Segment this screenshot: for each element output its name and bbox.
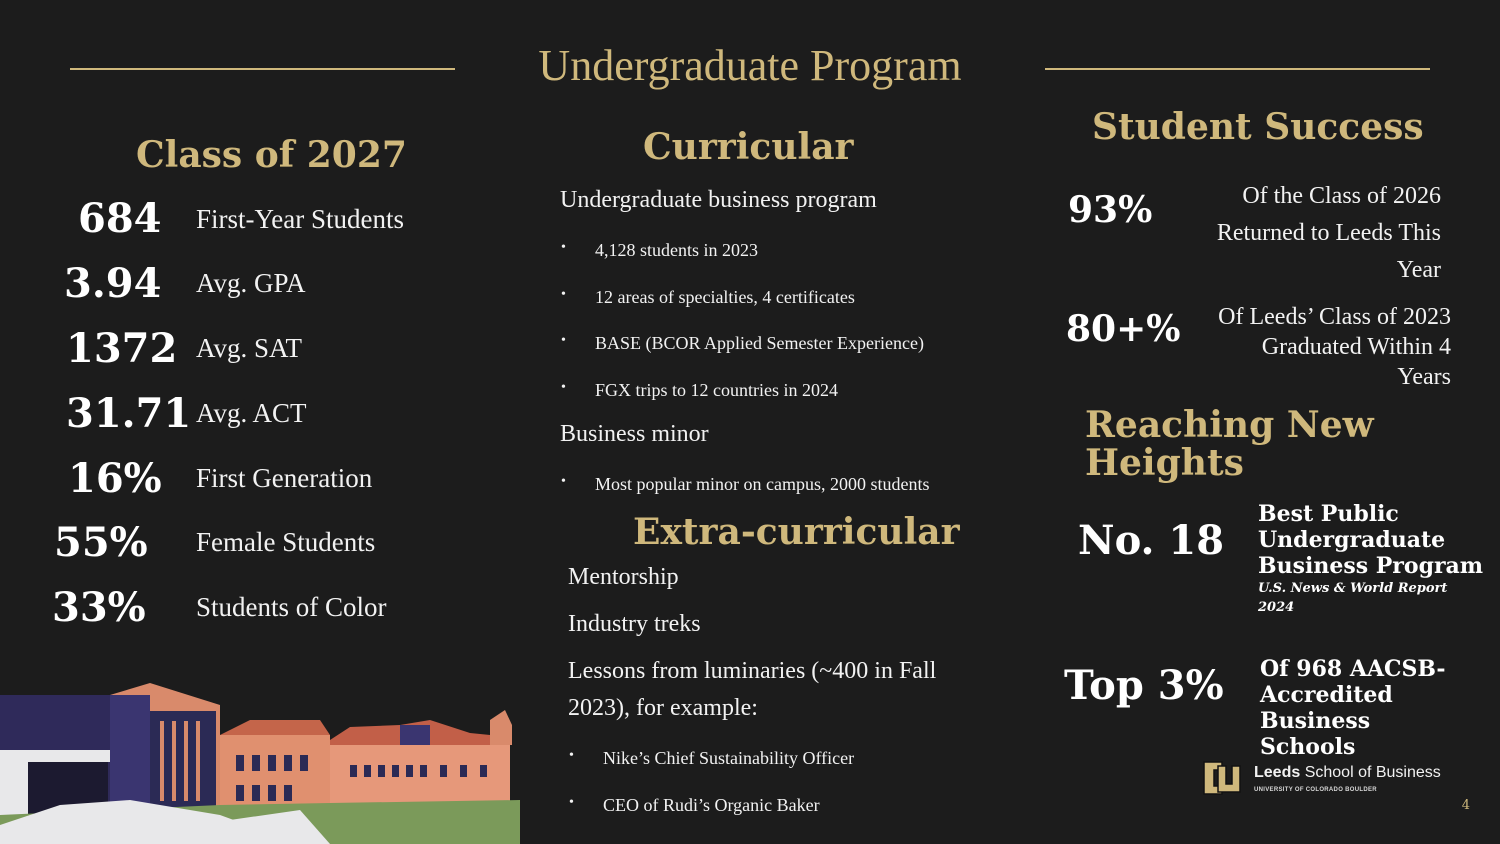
list-item — [569, 748, 855, 769]
new-heights-heading — [1085, 406, 1374, 482]
success-desc-line: Years — [1397, 364, 1451, 390]
extra-item: Industry treks — [568, 611, 701, 637]
stat-value: 16% — [68, 455, 162, 502]
list-item — [561, 474, 930, 495]
success-desc-line: Year — [1396, 257, 1441, 283]
success-desc-line: Graduated Within 4 — [1261, 334, 1451, 360]
page-number: 4 — [1461, 798, 1470, 813]
extra-item: 2023), for example: — [568, 695, 758, 721]
list-item — [561, 287, 855, 308]
new-heights-heading-line: Reaching New — [1085, 404, 1374, 446]
list-item — [561, 380, 838, 401]
list-item-text: Most popular minor on campus, 2000 students — [595, 474, 930, 494]
logo-name-bold: Leeds — [1254, 764, 1301, 781]
class-heading: Class of 2027 — [136, 134, 407, 176]
list-item — [561, 333, 924, 354]
list-item — [569, 795, 820, 816]
ranking-desc-line: Accredited Business — [1260, 682, 1393, 734]
stat-label: Avg. GPA — [196, 268, 306, 298]
stat-value: 33% — [52, 584, 146, 631]
minor-title: Business minor — [560, 421, 709, 447]
list-item-text: BASE (BCOR Applied Semester Experience) — [595, 333, 924, 353]
success-desc — [1180, 302, 1451, 392]
ranking-value: No. 18 — [1078, 517, 1225, 564]
ranking-desc-line: Business Program — [1258, 553, 1484, 579]
list-item-text: Nike’s Chief Sustainability Officer — [603, 748, 855, 768]
list-item-text: 4,128 students in 2023 — [595, 240, 759, 260]
bullet-icon: • — [561, 240, 566, 255]
extra-item: Mentorship — [568, 564, 679, 590]
ranking-desc — [1260, 656, 1500, 760]
extra-item: Lessons from luminaries (~400 in Fall — [568, 658, 937, 684]
logo-name-rest: School of Business — [1300, 764, 1441, 781]
ranking-desc-line: Of 968 AACSB- — [1260, 656, 1446, 682]
success-desc-line: Of the Class of 2026 — [1242, 183, 1441, 209]
ranking-desc — [1258, 501, 1483, 579]
logo-subtitle: UNIVERSITY OF COLORADO BOULDER — [1254, 787, 1377, 793]
list-item-text: FGX trips to 12 countries in 2024 — [595, 380, 838, 400]
bullet-icon: • — [569, 748, 574, 763]
stat-label: Avg. SAT — [196, 333, 303, 363]
stat-value: 3.94 — [64, 260, 162, 307]
bullet-icon: • — [561, 333, 566, 348]
stat-value: 1372 — [66, 325, 178, 372]
new-heights-heading-line: Heights — [1085, 442, 1244, 484]
bullet-icon: • — [561, 380, 566, 395]
ranking-source-line: U.S. News & World Report — [1258, 581, 1448, 596]
student-success-heading: Student Success — [1092, 106, 1424, 148]
ranking-desc-line: Undergraduate — [1258, 527, 1446, 553]
stat-value: 684 — [78, 195, 162, 242]
ranking-source — [1258, 579, 1447, 617]
list-item-text: CEO of Rudi’s Organic Baker — [603, 795, 820, 815]
list-item-text: 12 areas of specialties, 4 certificates — [595, 287, 855, 307]
curricular-heading: Curricular — [643, 126, 854, 168]
cu-logo-icon — [1200, 756, 1244, 800]
slide-title: Undergraduate Program — [538, 41, 962, 90]
stat-value: 55% — [54, 519, 148, 566]
stat-label: First-Year Students — [196, 204, 405, 234]
stat-label: First Generation — [196, 463, 373, 493]
stat-label: Female Students — [196, 527, 376, 557]
bullet-icon: • — [569, 795, 574, 810]
success-desc-line: Of Leeds’ Class of 2023 — [1218, 304, 1451, 330]
extra-curricular-heading: Extra-curricular — [633, 511, 960, 553]
success-desc-line: Returned to Leeds This — [1216, 220, 1441, 246]
campus-building-illustration — [0, 665, 520, 844]
success-value: 80+% — [1066, 308, 1181, 350]
bullet-icon: • — [561, 474, 566, 489]
stat-label: Students of Color — [196, 592, 387, 622]
ranking-desc-line: Schools — [1260, 734, 1356, 760]
stat-value: 31.71 — [66, 390, 192, 437]
program-title: Undergraduate business program — [560, 187, 877, 213]
ranking-source-line: 2024 — [1258, 600, 1295, 615]
success-desc — [1160, 178, 1441, 289]
success-value: 93% — [1068, 189, 1153, 231]
stat-label: Avg. ACT — [196, 398, 307, 428]
ranking-value: Top 3% — [1064, 662, 1224, 709]
bullet-icon: • — [561, 287, 566, 302]
ranking-desc-line: Best Public — [1258, 501, 1399, 527]
list-item — [561, 240, 759, 261]
